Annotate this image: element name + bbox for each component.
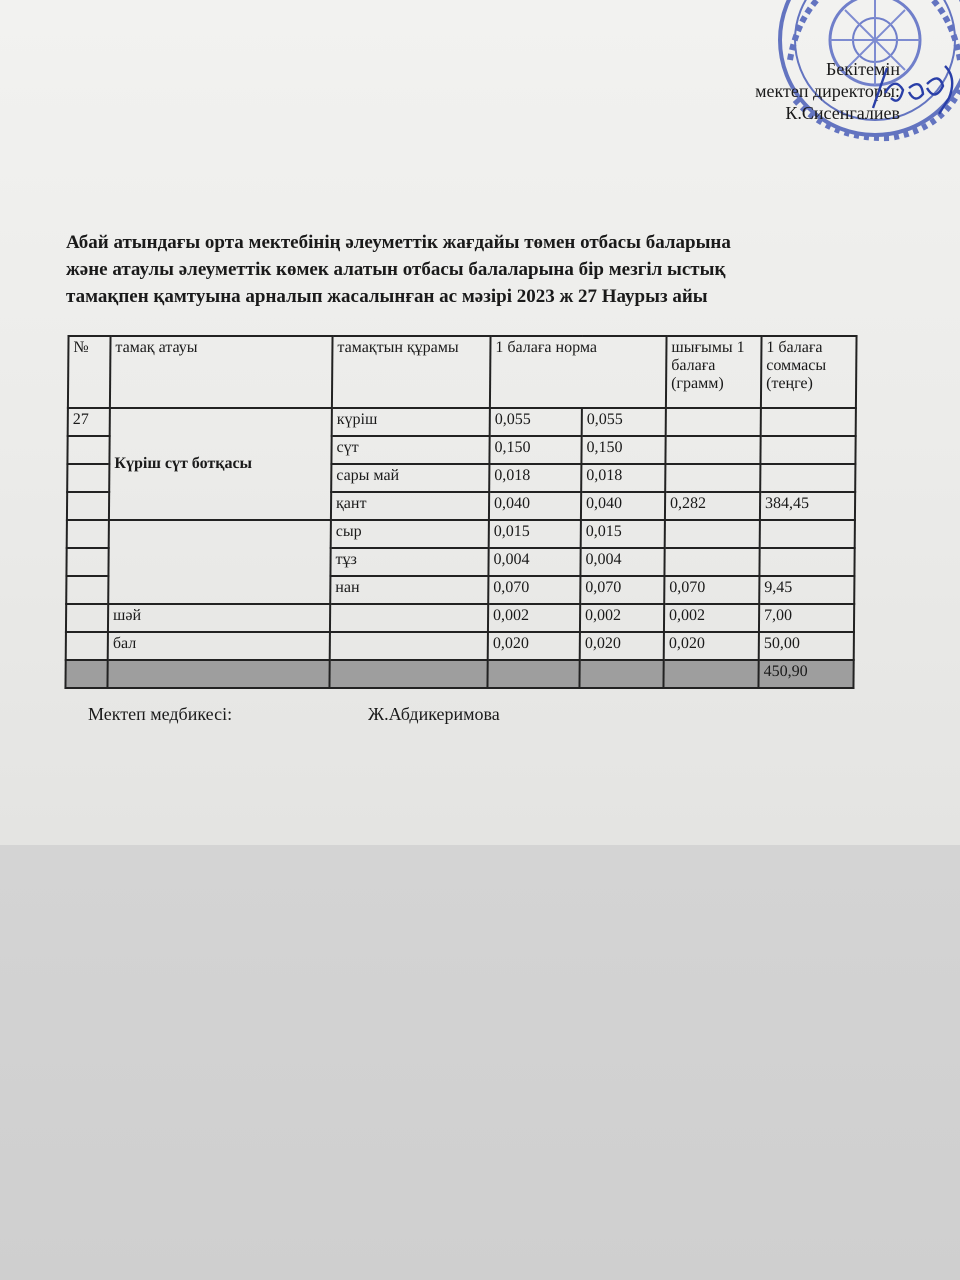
total-cell bbox=[107, 660, 329, 688]
sum: 9,45 bbox=[759, 576, 854, 604]
norm-2: 0,070 bbox=[580, 576, 664, 604]
header-row bbox=[68, 336, 857, 408]
table-row bbox=[66, 632, 854, 660]
yield: 0,070 bbox=[664, 576, 759, 604]
yield: 0,002 bbox=[664, 604, 759, 632]
sum: 50,00 bbox=[759, 632, 854, 660]
ingredient-empty bbox=[330, 632, 488, 660]
yield bbox=[664, 548, 759, 576]
norm-2: 0,020 bbox=[580, 632, 664, 660]
total-sum: 450,90 bbox=[758, 660, 853, 688]
ingredient: қант bbox=[331, 492, 489, 520]
norm-2: 0,040 bbox=[581, 492, 665, 520]
table-row bbox=[67, 520, 855, 548]
header-yield: шығымы 1 балаға (грамм) bbox=[666, 336, 762, 408]
norm-2: 0,055 bbox=[582, 408, 666, 436]
yield: 0,020 bbox=[664, 632, 759, 660]
norm-1: 0,015 bbox=[489, 520, 581, 548]
ingredient-empty bbox=[330, 604, 488, 632]
norm-2: 0,002 bbox=[580, 604, 664, 632]
total-cell bbox=[65, 660, 107, 688]
ingredient: сары май bbox=[331, 464, 489, 492]
norm-2: 0,004 bbox=[580, 548, 664, 576]
total-cell bbox=[487, 660, 579, 688]
extra-item-name: шәй bbox=[108, 604, 330, 632]
extra-item-name: бал bbox=[108, 632, 330, 660]
ingredient: сүт bbox=[331, 436, 489, 464]
yield bbox=[666, 408, 761, 436]
row-number bbox=[67, 436, 109, 464]
dish-name: Күріш сүт ботқасы bbox=[109, 408, 332, 520]
norm-1: 0,004 bbox=[488, 548, 580, 576]
document-title bbox=[66, 229, 826, 310]
yield bbox=[665, 464, 760, 492]
ingredient: күріш bbox=[332, 408, 490, 436]
title-line-1: Абай атындағы орта мектебінің әлеуметтік жағдайы төмен отбасы баларына bbox=[66, 232, 731, 253]
dish-number: 27 bbox=[68, 408, 110, 436]
ingredient: сыр bbox=[331, 520, 489, 548]
norm-1: 0,040 bbox=[489, 492, 581, 520]
sum bbox=[761, 408, 856, 436]
sum bbox=[760, 436, 855, 464]
norm-1: 0,018 bbox=[489, 464, 581, 492]
total-cell bbox=[663, 660, 758, 688]
director-signature bbox=[865, 58, 960, 118]
approval-line-1: Бекітемін bbox=[826, 59, 900, 79]
ingredient: тұз bbox=[330, 548, 488, 576]
total-row bbox=[65, 660, 853, 688]
title-line-2: және атаулы әлеуметтік көмек алатын отбасы балаларына бір мезгіл ыстық bbox=[66, 259, 726, 280]
row-number bbox=[66, 548, 108, 576]
approval-line-2: мектеп директоры: bbox=[755, 81, 900, 101]
sum bbox=[760, 520, 855, 548]
ingredient: нан bbox=[330, 576, 488, 604]
header-dish-name: тамақ атауы bbox=[110, 336, 333, 408]
sum bbox=[759, 548, 854, 576]
total-cell bbox=[579, 660, 663, 688]
row-number bbox=[66, 632, 108, 660]
yield bbox=[665, 436, 760, 464]
approval-line-3: К.Сисенгалиев bbox=[785, 103, 900, 123]
norm-1: 0,020 bbox=[488, 632, 580, 660]
norm-1: 0,002 bbox=[488, 604, 580, 632]
yield: 0,282 bbox=[665, 492, 760, 520]
row-number bbox=[67, 520, 109, 548]
norm-1: 0,070 bbox=[488, 576, 580, 604]
row-number bbox=[66, 576, 108, 604]
norm-2: 0,015 bbox=[581, 520, 665, 548]
sum: 384,45 bbox=[760, 492, 855, 520]
background-shadow bbox=[0, 845, 960, 1280]
norm-2: 0,018 bbox=[581, 464, 665, 492]
total-cell bbox=[329, 660, 487, 688]
row-number bbox=[67, 464, 109, 492]
sum bbox=[760, 464, 855, 492]
sum: 7,00 bbox=[759, 604, 854, 632]
menu-table bbox=[64, 335, 857, 689]
dish-name-empty bbox=[108, 520, 331, 604]
header-composition: тамақтын құрамы bbox=[332, 336, 491, 408]
nurse-role: Мектеп медбикесі: bbox=[88, 704, 233, 724]
nurse-name: Ж.Абдикеримова bbox=[368, 704, 500, 724]
yield bbox=[665, 520, 760, 548]
row-number bbox=[67, 492, 109, 520]
norm-1: 0,150 bbox=[489, 436, 581, 464]
table-row bbox=[68, 408, 856, 436]
header-sum: 1 балаға соммасы (теңге) bbox=[761, 336, 857, 408]
norm-1: 0,055 bbox=[490, 408, 582, 436]
row-number bbox=[66, 604, 108, 632]
table-row bbox=[66, 604, 854, 632]
title-line-3: тамақпен қамтуына арналып жасалынған ас мәзірі 2023 ж 27 Наурыз айы bbox=[66, 286, 708, 307]
norm-2: 0,150 bbox=[581, 436, 665, 464]
header-number: № bbox=[68, 336, 111, 408]
header-norm: 1 балаға норма bbox=[490, 336, 667, 408]
